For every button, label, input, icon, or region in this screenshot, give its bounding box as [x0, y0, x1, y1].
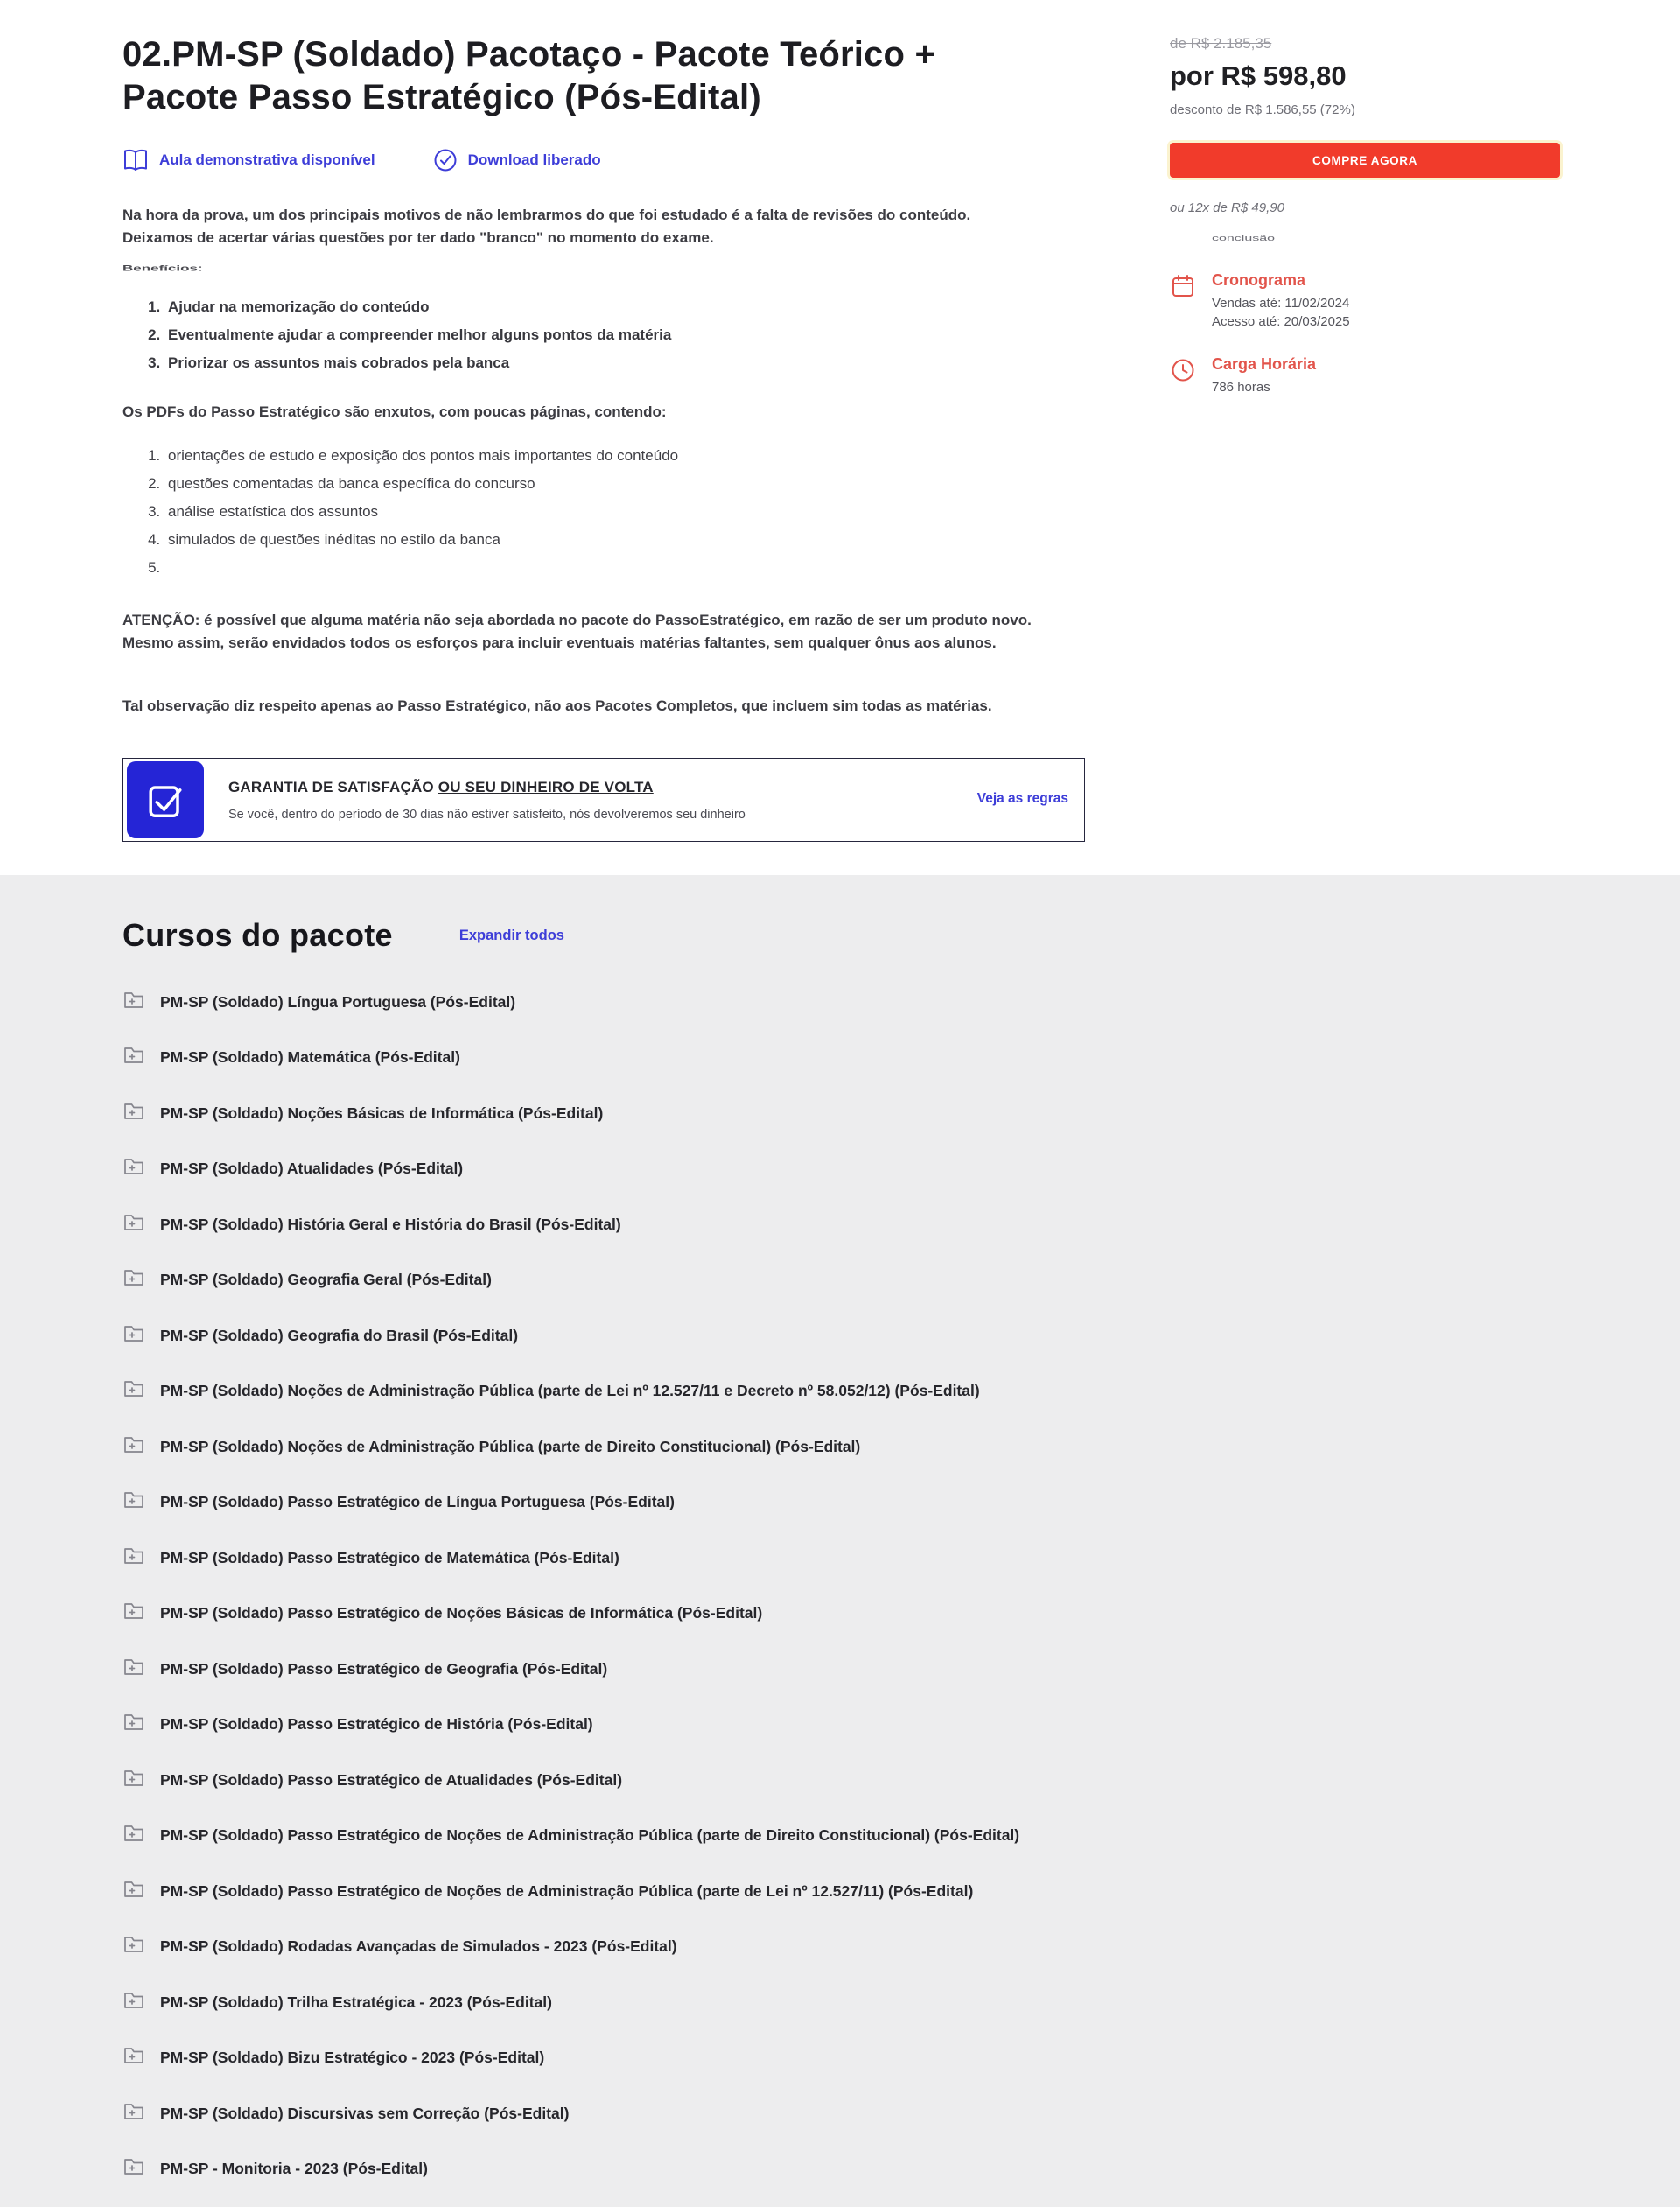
attention-paragraph: ATENÇÃO: é possível que alguma matéria não seja abordada no pacote do PassoEstratégico, em razão de ser um produto novo. Mesmo assim, serão envidados todos os esforços para incluir eventuais matérias faltantes, sem qualquer ônus aos alunos.: [122, 612, 1032, 651]
folder-plus-icon: [122, 1600, 145, 1627]
price-old: de R$ 2.185,35: [1170, 35, 1272, 52]
check-circle-icon: [433, 148, 458, 172]
buy-now-button[interactable]: COMPRE AGORA: [1170, 143, 1560, 178]
course-list-item[interactable]: [122, 1102, 1680, 1125]
clipped-conclusion-text: conclusão: [1212, 235, 1276, 243]
list-item: [164, 557, 1040, 579]
folder-plus-icon: [122, 1656, 145, 1683]
schedule-text: [1212, 271, 1350, 329]
see-rules-link[interactable]: Veja as regras: [976, 791, 1068, 806]
folder-plus-icon: [122, 989, 145, 1016]
course-list-item[interactable]: [122, 1380, 1680, 1403]
course-label: PM-SP (Soldado) Atualidades (Pós-Edital): [160, 1160, 464, 1177]
course-list-item[interactable]: [122, 1047, 1680, 1069]
course-label: PM-SP (Soldado) Discursivas sem Correção (Pós-Edital): [160, 2104, 570, 2122]
expand-all-link[interactable]: Expandir todos: [458, 927, 564, 943]
guarantee-text: [228, 779, 746, 822]
note-paragraph: Tal observação diz respeito apenas ao Passo Estratégico, não aos Pacotes Completos, que incluem sim todas as matérias.: [122, 697, 992, 714]
folder-plus-icon: [122, 1211, 145, 1238]
course-list-item[interactable]: [122, 2047, 1680, 2070]
course-label: PM-SP (Soldado) Passo Estratégico de Noções de Administração Pública (parte de Lei nº 12.527/11) (Pós-Edital): [160, 1881, 974, 1900]
guarantee-check-icon: [127, 761, 204, 838]
installments-text: ou 12x de R$ 49,90: [1170, 200, 1284, 215]
workload-title: Carga Horária: [1212, 355, 1317, 373]
folder-plus-icon: [122, 2100, 145, 2127]
schedule-block: [1170, 271, 1560, 329]
course-list-item[interactable]: [122, 1657, 1680, 1680]
folder-plus-icon: [122, 1767, 145, 1794]
course-list-item[interactable]: [122, 1158, 1680, 1181]
guarantee-subtitle: Se você, dentro do período de 30 dias não estiver satisfeito, nós devolveremos seu dinheiro: [228, 807, 746, 822]
price-discount: desconto de R$ 1.586,55 (72%): [1170, 102, 1355, 117]
list-item: 1. Ajudar na memorização do conteúdo: [164, 296, 1040, 319]
folder-plus-icon: [122, 1933, 145, 1960]
price-current: por R$ 598,80: [1170, 60, 1347, 91]
calendar-icon: [1170, 271, 1196, 329]
course-label: PM-SP (Soldado) História Geral e História do Brasil (Pós-Edital): [160, 1215, 621, 1233]
course-list-item[interactable]: [122, 1435, 1680, 1458]
book-icon: [122, 149, 149, 172]
intro-paragraph: Na hora da prova, um dos principais motivos de não lembrarmos do que foi estudado é a falta de revisões do conteúdo. Deixamos de acertar várias questões por ter dado "branco" no momento do exame.: [122, 207, 971, 246]
workload-block: [1170, 355, 1560, 395]
package-courses-section: [0, 875, 1680, 2207]
folder-plus-icon: [122, 1377, 145, 1405]
folder-plus-icon: [122, 1155, 145, 1182]
main-column: [122, 33, 1068, 842]
course-label: PM-SP (Soldado) Noções de Administração Pública (parte de Direito Constitucional) (Pós-Edital): [160, 1437, 861, 1455]
list-item: 2. Eventualmente ajudar a compreender melhor alguns pontos da matéria: [164, 324, 1040, 347]
access-until: Acesso até: 20/03/2025: [1212, 314, 1350, 329]
demo-lesson-badge[interactable]: [122, 149, 375, 172]
course-label: PM-SP (Soldado) Matemática (Pós-Edital): [160, 1048, 460, 1066]
course-list-item[interactable]: [122, 2158, 1680, 2181]
list-item: 4. simulados de questões inéditas no estilo da banca: [164, 529, 1040, 551]
course-label: PM-SP (Soldado) Passo Estratégico de Geografia (Pós-Edital): [160, 1659, 608, 1678]
course-label: PM-SP (Soldado) Trilha Estratégica - 2023 (Pós-Edital): [160, 1993, 552, 2011]
course-label: PM-SP (Soldado) Rodadas Avançadas de Simulados - 2023 (Pós-Edital): [160, 1937, 677, 1955]
course-list-item[interactable]: [122, 1213, 1680, 1236]
course-label: PM-SP (Soldado) Passo Estratégico de Matemática (Pós-Edital): [160, 1548, 620, 1566]
benefits-list: [164, 296, 1040, 375]
course-label: PM-SP (Soldado) Geografia do Brasil (Pós-Edital): [160, 1326, 519, 1344]
course-list-item[interactable]: [122, 1713, 1680, 1736]
folder-plus-icon: [122, 2155, 145, 2182]
folder-plus-icon: [122, 1989, 145, 2016]
courses-heading: Cursos do pacote: [122, 917, 393, 953]
folder-plus-icon: [122, 1100, 145, 1127]
course-label: PM-SP (Soldado) Passo Estratégico de Noções de Administração Pública (parte de Direito Constitucional) (Pós-Edital): [160, 1826, 1020, 1844]
guarantee-title: GARANTIA DE SATISFAÇÃO OU SEU DINHEIRO DE VOLTA: [228, 778, 654, 795]
course-list-item[interactable]: [122, 1324, 1680, 1347]
course-label: PM-SP (Soldado) Passo Estratégico de História (Pós-Edital): [160, 1715, 593, 1733]
course-list-item[interactable]: [122, 1602, 1680, 1625]
course-list-item[interactable]: [122, 1936, 1680, 1958]
download-badge[interactable]: [433, 148, 601, 172]
list-item: 3. Priorizar os assuntos mais cobrados pela banca: [164, 352, 1040, 375]
course-list-item[interactable]: [122, 1880, 1680, 1902]
sales-until: Vendas até: 11/02/2024: [1212, 296, 1350, 311]
list-item: 1. orientações de estudo e exposição dos pontos mais importantes do conteúdo: [164, 445, 1040, 467]
folder-plus-icon: [122, 1044, 145, 1071]
badge-label: Aula demonstrativa disponível: [159, 151, 375, 168]
workload-hours: 786 horas: [1212, 380, 1270, 395]
course-list-item[interactable]: [122, 1991, 1680, 2014]
workload-text: [1212, 355, 1316, 395]
course-label: PM-SP (Soldado) Passo Estratégico de Noções Básicas de Informática (Pós-Edital): [160, 1604, 763, 1622]
folder-plus-icon: [122, 2044, 145, 2071]
course-label: PM-SP (Soldado) Geografia Geral (Pós-Edital): [160, 1271, 492, 1288]
folder-plus-icon: [122, 1822, 145, 1849]
badges-row: [122, 148, 1040, 172]
folder-plus-icon: [122, 1545, 145, 1572]
badge-label: Download liberado: [467, 151, 601, 168]
schedule-title: Cronograma: [1212, 271, 1306, 289]
course-list-item[interactable]: [122, 1269, 1680, 1292]
course-list-item[interactable]: [122, 991, 1680, 1013]
folder-plus-icon: [122, 1322, 145, 1349]
folder-plus-icon: [122, 1711, 145, 1738]
course-list-item[interactable]: [122, 1825, 1680, 1847]
course-label: PM-SP (Soldado) Bizu Estratégico - 2023 (Pós-Edital): [160, 2049, 545, 2066]
course-label: PM-SP (Soldado) Passo Estratégico de Atualidades (Pós-Edital): [160, 1770, 623, 1789]
course-label: PM-SP (Soldado) Língua Portuguesa (Pós-Edital): [160, 992, 516, 1011]
course-list-item[interactable]: [122, 2102, 1680, 2125]
clock-icon: [1170, 355, 1196, 395]
course-label: PM-SP (Soldado) Passo Estratégico de Língua Portuguesa (Pós-Edital): [160, 1493, 675, 1510]
courses-header: [122, 917, 1680, 954]
pdfs-intro-paragraph: Os PDFs do Passo Estratégico são enxutos, com poucas páginas, contendo:: [122, 403, 667, 420]
page-title: 02.PM-SP (Soldado) Pacotaço - Pacote Teórico + Pacote Passo Estratégico (Pós-Edital): [122, 35, 936, 116]
guarantee-box: [122, 758, 1085, 842]
list-item: 3. análise estatística dos assuntos: [164, 501, 1040, 523]
pdfs-contents-list: [164, 445, 1040, 579]
clipped-benefits-line: Benefícios:: [122, 263, 203, 273]
purchase-sidebar: [1170, 35, 1560, 395]
folder-plus-icon: [122, 1489, 145, 1516]
folder-plus-icon: [122, 1266, 145, 1293]
folder-plus-icon: [122, 1878, 145, 1905]
course-list-item[interactable]: [122, 1769, 1680, 1791]
course-list-item[interactable]: [122, 1491, 1680, 1514]
list-item: 2. questões comentadas da banca específica do concurso: [164, 473, 1040, 495]
folder-plus-icon: [122, 1433, 145, 1461]
course-list: [122, 991, 1680, 2181]
course-label: PM-SP (Soldado) Noções de Administração Pública (parte de Lei nº 12.527/11 e Decreto nº 58.052/12) (Pós-Edital): [160, 1382, 980, 1399]
course-label: PM-SP (Soldado) Noções Básicas de Informática (Pós-Edital): [160, 1104, 604, 1122]
course-label: PM-SP - Monitoria - 2023 (Pós-Edital): [160, 2160, 428, 2177]
course-list-item[interactable]: [122, 1546, 1680, 1569]
